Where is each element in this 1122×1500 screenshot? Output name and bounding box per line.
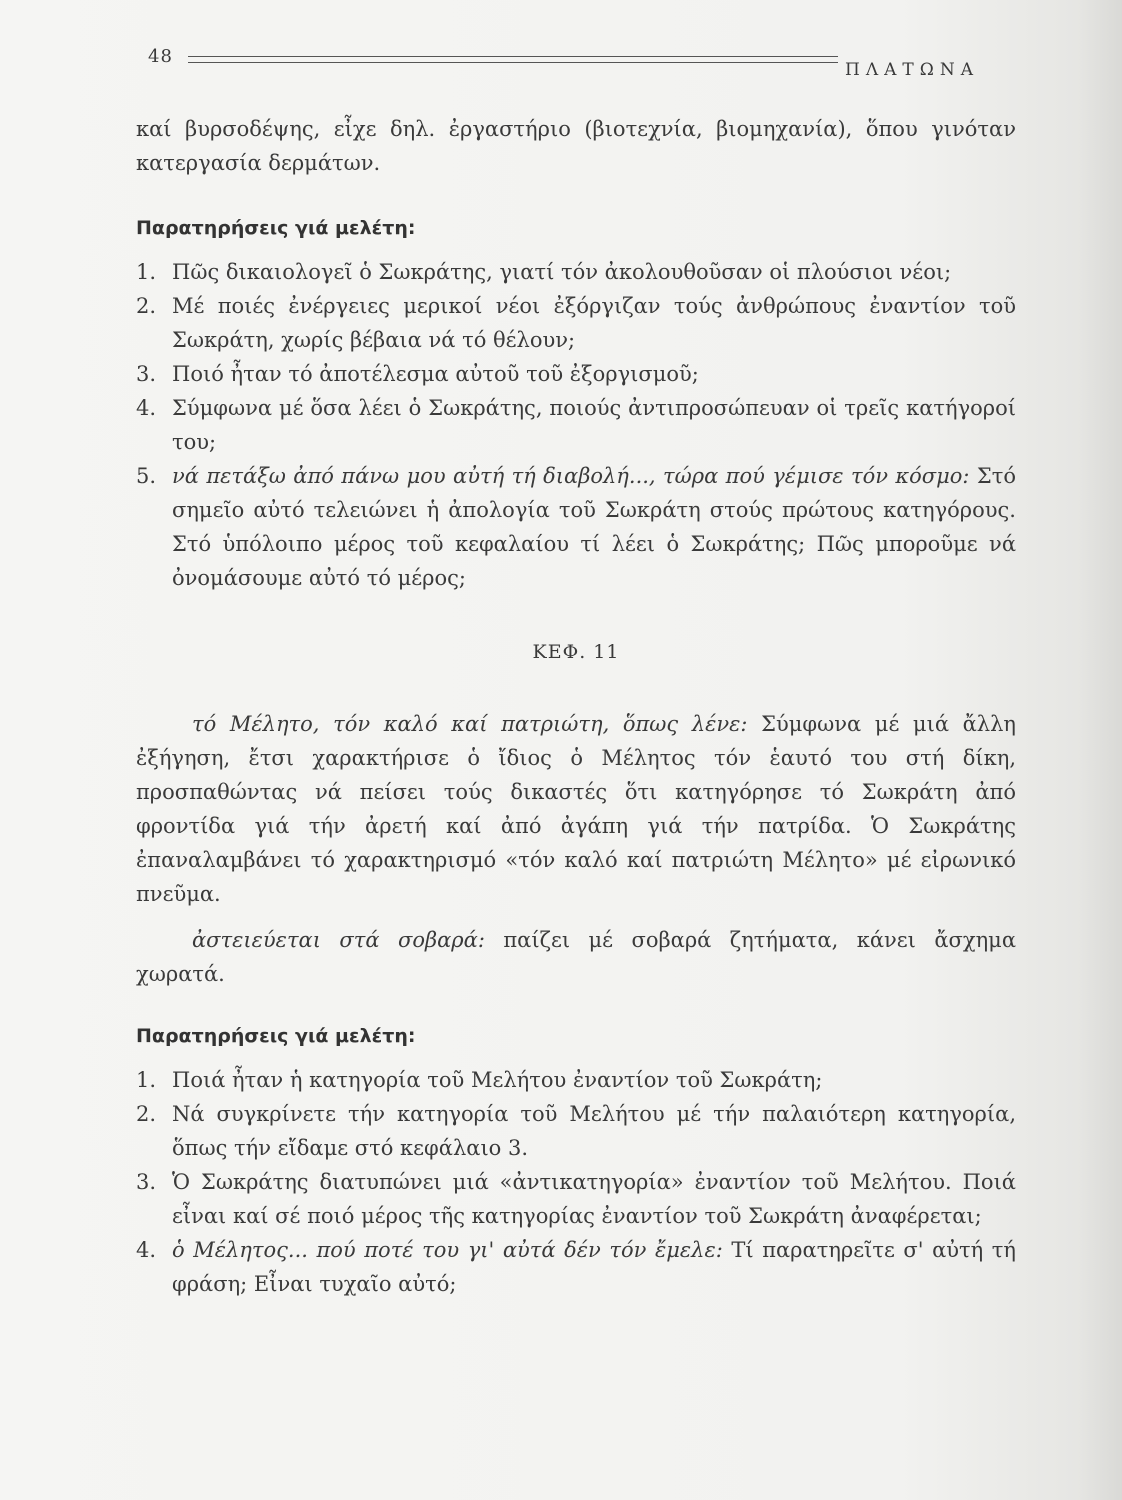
quote: ἀστειεύεται στά σοβαρά: xyxy=(192,928,485,952)
item-text: Τί παρατηρεῖτε σ' αὐτή τή φράση; Εἶναι τυχαῖο αὐτό; xyxy=(172,1238,1016,1296)
list-item xyxy=(136,289,1016,357)
item-number: 3. xyxy=(136,1170,157,1194)
chapter-title: ΚΕΦ. 11 xyxy=(532,641,620,663)
chapter-paragraph xyxy=(136,707,1016,911)
paragraph-text: Σύμφωνα μέ μιά ἄλλη ἐξήγηση, ἔτσι χαρακτήρισε ὁ ἴδιος ὁ Μέλητος τόν ἑαυτό του στή δίκη, προσπαθώντας νά πείσει τούς δικαστές ὅτι κατηγόρησε τό Σωκράτη ἀπό φροντίδα γιά τήν ἀρετή καί ἀπό ἀγάπη γιά τήν πατρίδα. Ὁ Σωκράτης ἐπαναλαμβάνει τό χαρακτηρισμό «τόν καλό καί πατριώτη Μέλητο» μέ εἰρωνικό πνεῦμα. xyxy=(136,712,1016,906)
paragraph-text: παίζει μέ σοβαρά ζητήματα, κάνει ἄσχημα χωρατά. xyxy=(136,928,1016,986)
list-item xyxy=(136,459,1016,595)
study-questions-list-2 xyxy=(136,1063,1016,1301)
header-rule xyxy=(188,56,838,63)
item-number: 4. xyxy=(136,1238,157,1262)
item-number: 3. xyxy=(136,362,157,386)
item-number: 4. xyxy=(136,396,157,420)
page-header xyxy=(148,46,1018,80)
study-notes-heading-1: Παρατηρήσεις γιά μελέτη: xyxy=(136,217,416,239)
item-quote: ὁ Μέλητος... πού ποτέ του γι' αὐτά δέν τόν ἔμελε: xyxy=(172,1238,723,1262)
item-text: Ποιά ἦταν ἡ κατηγορία τοῦ Μελήτου ἐναντίον τοῦ Σωκράτη; xyxy=(172,1068,823,1092)
item-text: Ποιό ἦταν τό ἀποτέλεσμα αὐτοῦ τοῦ ἐξοργισμοῦ; xyxy=(172,362,699,386)
item-text: Μέ ποιές ἐνέργειες μερικοί νέοι ἐξόργιζαν τούς ἀνθρώπους ἐναντίον τοῦ Σωκράτη, χωρίς βέβαια νά τό θέλουν; xyxy=(172,294,1016,352)
item-number: 1. xyxy=(136,260,157,284)
item-number: 2. xyxy=(136,1102,157,1126)
list-item xyxy=(136,391,1016,459)
item-text: Σύμφωνα μέ ὅσα λέει ὁ Σωκράτης, ποιούς ἀντιπροσώπευαν οἱ τρεῖς κατήγοροί του; xyxy=(172,396,1016,454)
item-number: 2. xyxy=(136,294,157,318)
item-text: Νά συγκρίνετε τήν κατηγορία τοῦ Μελήτου μέ τήν παλαιότερη κατηγορία, ὅπως τήν εἴδαμε στό κεφάλαιο 3. xyxy=(172,1102,1016,1160)
list-item xyxy=(136,357,1016,391)
intro-paragraph: καί βυρσοδέψης, εἶχε δηλ. ἐργαστήριο (βιοτεχνία, βιομηχανία), ὅπου γινόταν κατεργασία δερμάτων. xyxy=(136,117,1016,175)
list-item xyxy=(136,1165,1016,1233)
item-text: Πῶς δικαιολογεῖ ὁ Σωκράτης, γιατί τόν ἀκολουθοῦσαν οἱ πλούσιοι νέοι; xyxy=(172,260,952,284)
chapter-paragraph xyxy=(136,923,1016,991)
page-number: 48 xyxy=(148,46,173,67)
list-item xyxy=(136,1097,1016,1165)
item-number: 1. xyxy=(136,1068,157,1092)
list-item xyxy=(136,255,1016,289)
running-title: ΠΛΑΤΩΝΑ xyxy=(845,60,979,80)
quote: τό Μέλητο, τόν καλό καί πατριώτη, ὅπως λένε: xyxy=(192,712,748,736)
study-questions-list-1 xyxy=(136,255,1016,595)
study-notes-heading-2: Παρατηρήσεις γιά μελέτη: xyxy=(136,1025,416,1047)
list-item xyxy=(136,1233,1016,1301)
item-text: Στό σημεῖο αὐτό τελειώνει ἡ ἀπολογία τοῦ Σωκράτη στούς πρώτους κατηγόρους. Στό ὑπόλοιπο μέρος τοῦ κεφαλαίου τί λέει ὁ Σωκράτης; Πῶς μποροῦμε νά ὀνομάσουμε αὐτό τό μέρος; xyxy=(172,464,1017,590)
item-quote: νά πετάξω ἀπό πάνω μου αὐτή τή διαβολή..., τώρα πού γέμισε τόν κόσμο: xyxy=(172,464,970,488)
item-number: 5. xyxy=(136,464,157,488)
item-text: Ὁ Σωκράτης διατυπώνει μιά «ἀντικατηγορία» ἐναντίον τοῦ Μελήτου. Ποιά εἶναι καί σέ ποιό μέρος τῆς κατηγορίας ἐναντίον τοῦ Σωκράτη ἀναφέρεται; xyxy=(172,1170,1016,1228)
list-item xyxy=(136,1063,1016,1097)
page-content xyxy=(136,112,1016,1301)
